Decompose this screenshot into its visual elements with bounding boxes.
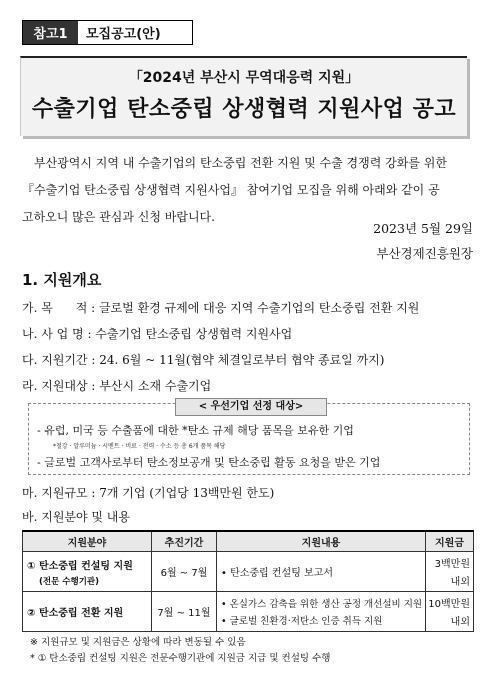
- period-cell: 7월 ~ 11월: [152, 592, 217, 632]
- title-box: [20, 56, 467, 136]
- table-header: 지원분야: [23, 531, 152, 552]
- subtitle: 「2024년 부산시 무역대응력 지원」: [128, 70, 360, 86]
- priority-box: [28, 403, 470, 475]
- section-heading: 1. 지원개요: [22, 271, 102, 289]
- amount-cell: [426, 592, 474, 632]
- announcement-date: 2023년 5월 29일: [373, 221, 473, 236]
- table-header-row: [23, 531, 474, 552]
- item-purpose: 가. 목 적 : 글로벌 환경 규제에 대응 지역 수출기업의 탄소중립 전환 지원: [22, 301, 420, 315]
- content-cell: [217, 592, 426, 632]
- priority-header: < 우선기업 선정 대상>: [175, 398, 327, 416]
- table-header: 지원내용: [217, 531, 426, 552]
- content-line: • 온실가스 감축을 위한 생산 공정 개선설비 지원: [221, 599, 423, 610]
- priority-bullet: - 유럽, 미국 등 수출품에 대한 *탄소 규제 해당 품목을 보유한 기업: [37, 424, 354, 437]
- field-sub: (전문 수행기관): [39, 576, 99, 587]
- content-cell: • 탄소중립 컨설팅 보고서: [217, 552, 426, 592]
- intro-line: 고하오니 많은 관심과 신청 바랍니다.: [22, 210, 215, 224]
- footnote: ※ 지원규모 및 지원금은 상황에 따라 변동될 수 있음: [30, 637, 246, 648]
- period-cell: 6월 ~ 7월: [152, 552, 217, 592]
- intro-line: 『수출기업 탄소중립 상생협력 지원사업』 참여기업 모집을 위해 아래와 같이 공: [22, 183, 440, 197]
- table-row: [23, 592, 474, 632]
- item-project-name: 나. 사 업 명 : 수출기업 탄소중립 상생협력 지원사업: [22, 327, 293, 341]
- item-target: 라. 지원대상 : 부산시 소재 수출기업: [22, 379, 212, 393]
- issuer: 부산경제진흥원장: [376, 246, 473, 261]
- reference-label: 참고1: [23, 21, 78, 44]
- field-cell: ② 탄소중립 전환 지원: [23, 592, 152, 632]
- reference-tag: [22, 20, 193, 45]
- field-name: ① 탄소중립 컨설팅 지원: [27, 560, 133, 572]
- content-line: • 글로벌 친환경·저탄소 인증 취득 지원: [221, 616, 383, 627]
- reference-title: 모집공고(안): [78, 21, 192, 44]
- table-row: [23, 552, 474, 592]
- table-header: 추진기간: [152, 531, 217, 552]
- main-title: 수출기업 탄소중립 상생협력 지원사업 공고: [31, 97, 457, 122]
- amount: 3백만원: [434, 559, 470, 570]
- priority-bullet: - 글로벌 고객사로부터 탄소정보공개 및 탄소중립 활동 요청을 받은 기업: [37, 456, 381, 469]
- amount-sub: 내외: [450, 577, 470, 588]
- intro-line: 부산광역시 지역 내 수출기업의 탄소중립 전환 지원 및 수출 경쟁력 강화를 위한: [34, 156, 447, 170]
- priority-note: *철강 · 알루미늄 · 시멘트 · 비료 · 전력 · 수소 등 총 6개 품목 해당: [53, 443, 226, 450]
- amount-cell: [426, 552, 474, 592]
- amount-sub: 내외: [450, 617, 470, 628]
- footnote: * ① 탄소중립 컨설팅 지원은 전문수행기관에 지원금 지급 및 컨설팅 수행: [30, 653, 331, 664]
- item-scale: 마. 지원규모 : 7개 기업 (기업당 13백만원 한도): [22, 486, 275, 500]
- amount: 10백만원: [428, 599, 470, 610]
- item-period: 다. 지원기간 : 24. 6월 ~ 11월(협약 체결일로부터 협약 종료일 까지): [22, 353, 385, 367]
- field-cell: [23, 552, 152, 592]
- table-header: 지원금: [426, 531, 474, 552]
- item-field: 바. 지원분야 및 내용: [22, 510, 130, 524]
- support-table: [22, 530, 474, 632]
